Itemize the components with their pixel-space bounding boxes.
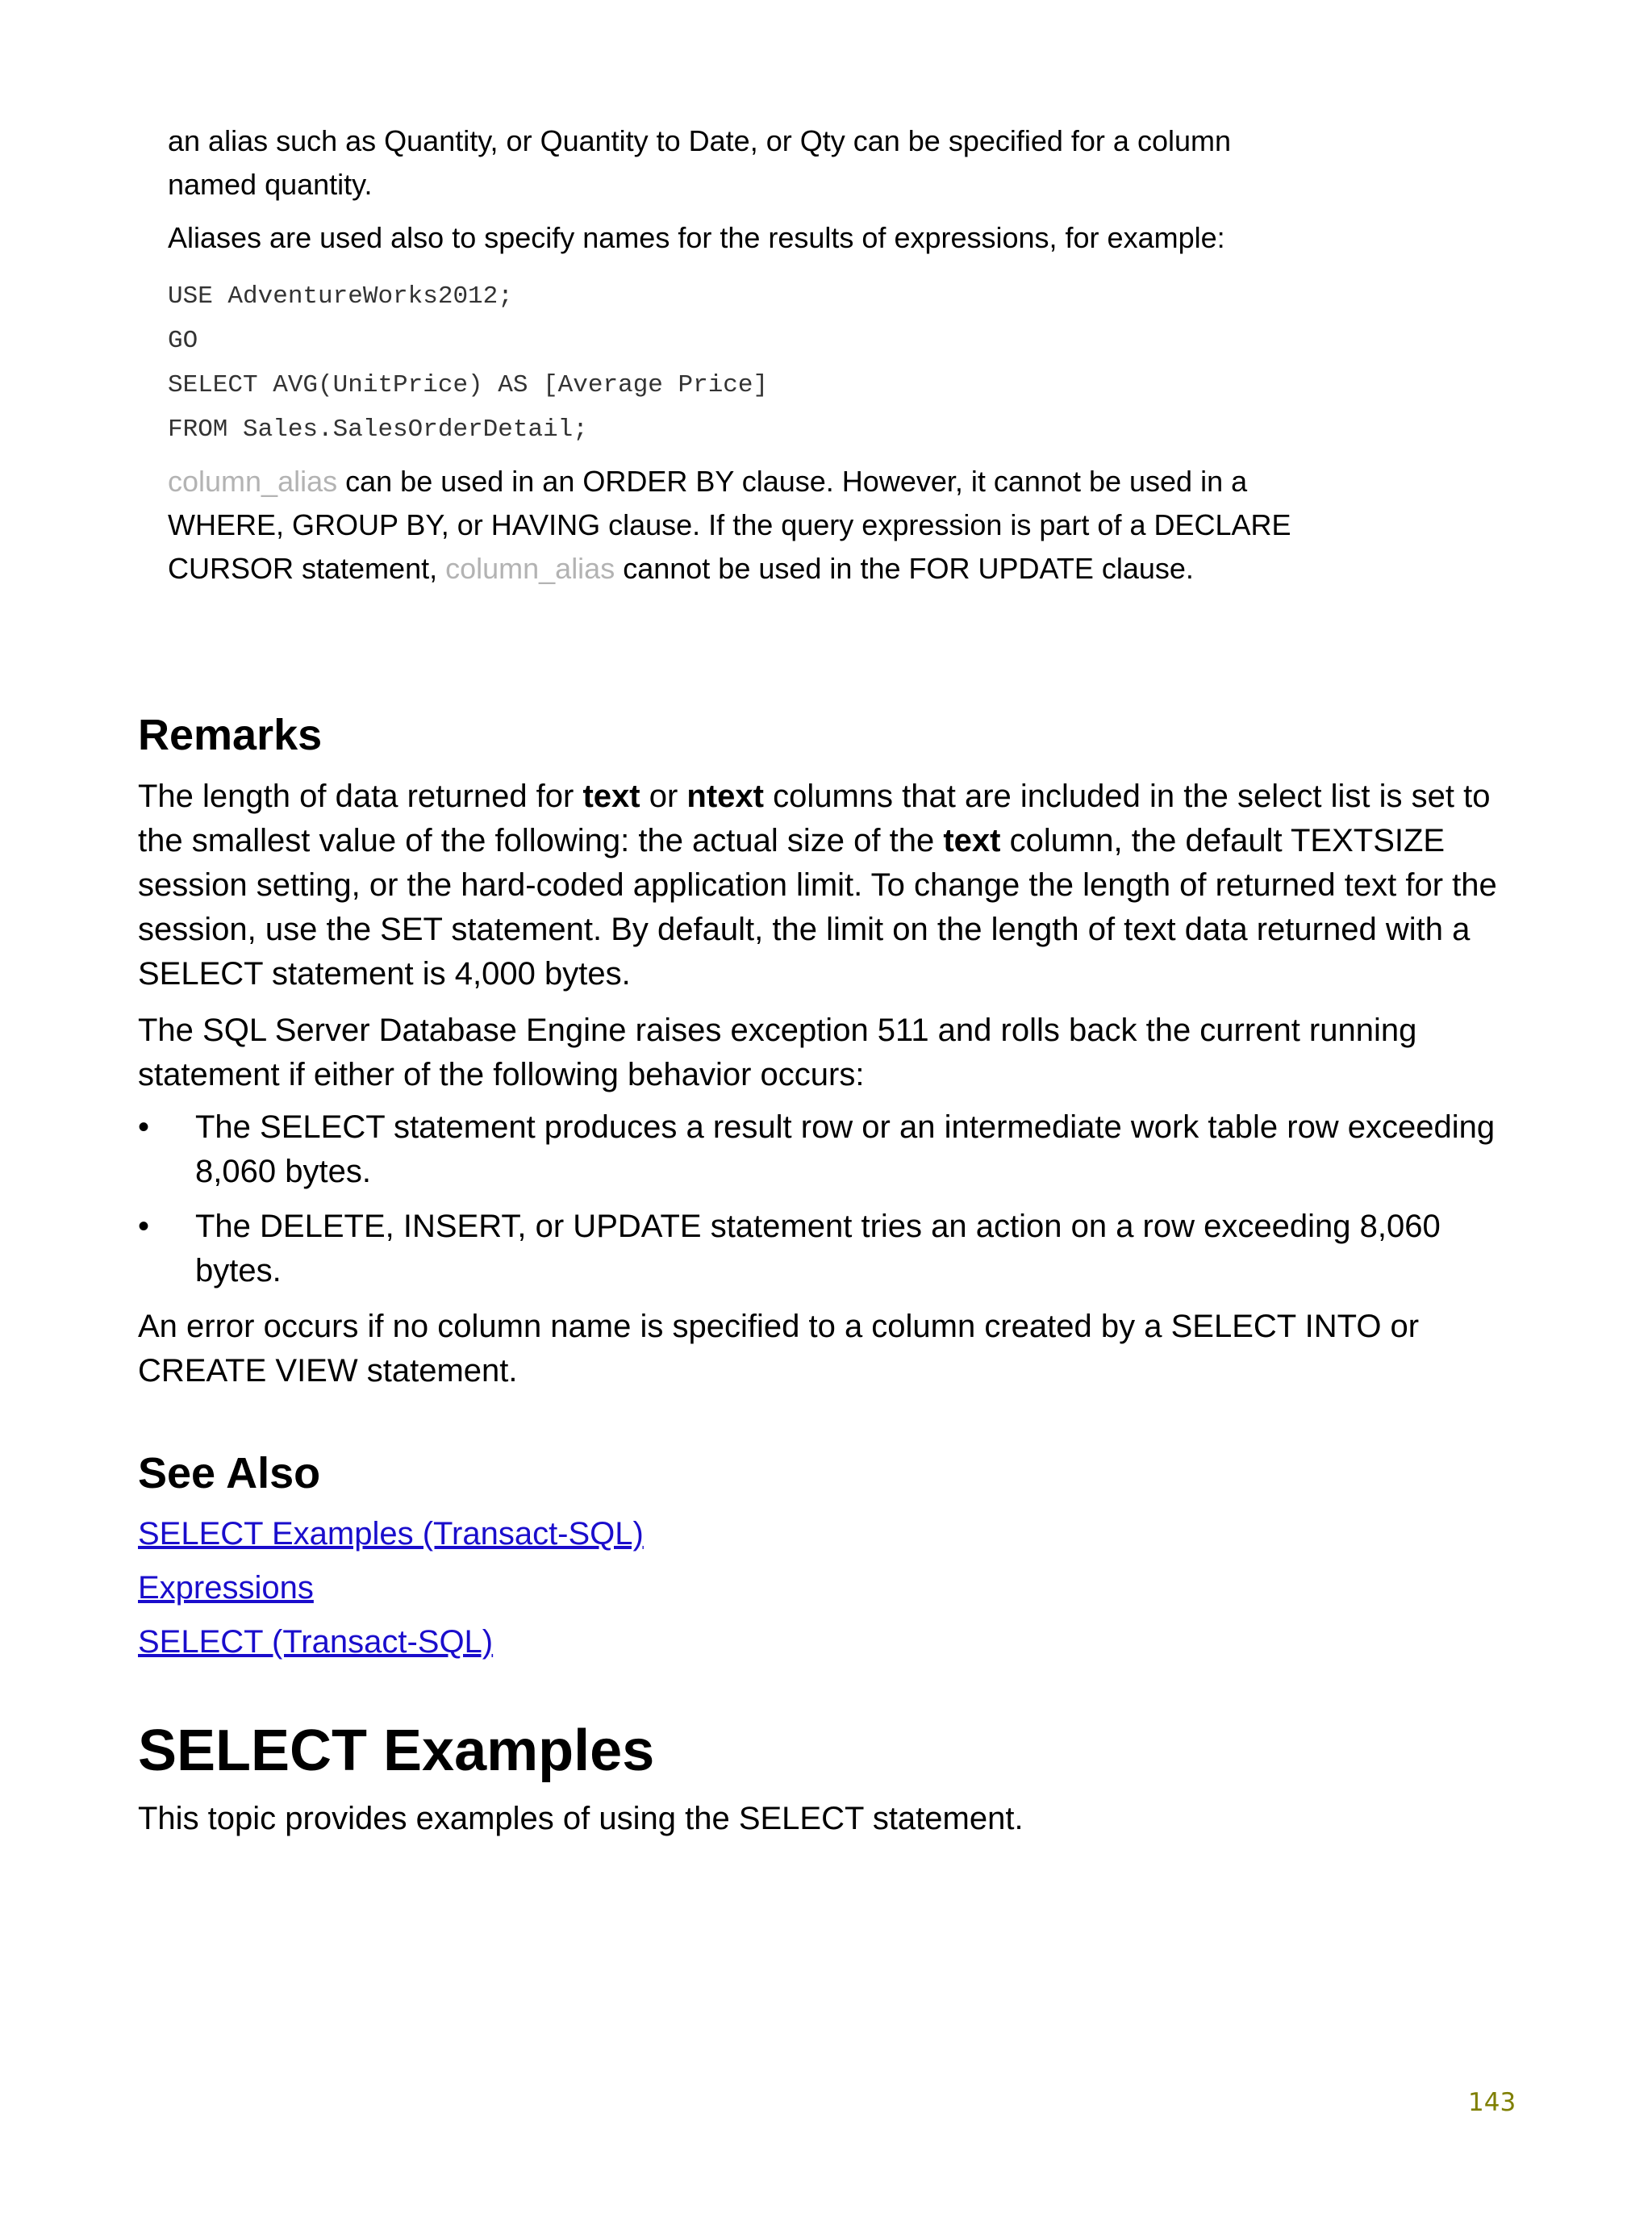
alias-paragraph-line-2: named quantity. (168, 168, 373, 201)
remarks-paragraph-1 (138, 775, 1525, 996)
remarks-p1-line-4: session, use the SET statement. By default, the limit on the length of text data returned with a (138, 912, 1471, 947)
link-select-transact-sql[interactable]: SELECT (Transact-SQL) (138, 1624, 494, 1660)
remarks-paragraph-3 (138, 1305, 1525, 1393)
remarks-p1-line-3: session setting, or the hard-coded application limit. To change the length of returned text for the (138, 867, 1497, 903)
select-examples-intro (138, 1797, 1525, 1841)
remarks-p3-line-1: An error occurs if no column name is specified to a column created by a SELECT INTO or (138, 1309, 1420, 1344)
bullet-item-2 (138, 1205, 1525, 1293)
remarks-ntext-keyword: ntext (686, 779, 764, 814)
remarks-p3-line-2: CREATE VIEW statement. (138, 1353, 518, 1389)
remarks-text-keyword-2: text (943, 823, 1001, 858)
bullet-2-line-2: bytes. (195, 1253, 282, 1288)
code-line-4: FROM Sales.SalesOrderDetail; (168, 416, 588, 444)
select-examples-section (138, 1714, 1525, 1787)
remarks-p1-line-1 (138, 775, 1525, 819)
column-alias-paragraph (168, 460, 1491, 591)
code-sample (168, 274, 1491, 452)
remarks-p1-d: the smallest value of the following: the actual size of the (138, 823, 944, 858)
see-also-heading: See Also (138, 1449, 321, 1497)
remarks-p1-a: The length of data returned for (138, 779, 583, 814)
link-select-examples[interactable]: SELECT Examples (Transact-SQL) (138, 1516, 644, 1552)
remarks-p2-line-2: statement if either of the following behavior occurs: (138, 1057, 865, 1092)
column-alias-term-2: column_alias (445, 552, 615, 585)
link-expressions[interactable]: Expressions (138, 1570, 314, 1606)
see-also-links (138, 1512, 1525, 1664)
remarks-section (138, 708, 1525, 762)
column-alias-line-3-a: CURSOR statement, (168, 552, 446, 585)
code-line-2: GO (168, 327, 198, 355)
alias-paragraph (168, 119, 1491, 207)
select-examples-intro-text: This topic provides examples of using the SELECT statement. (138, 1801, 1024, 1836)
column-alias-line-1-text: can be used in an ORDER BY clause. However, it cannot be used in a (337, 465, 1248, 498)
select-examples-heading: SELECT Examples (138, 1719, 655, 1783)
bullet-item-1 (138, 1105, 1525, 1194)
bullet-marker: • (138, 1109, 150, 1145)
see-also-section (138, 1447, 1525, 1500)
column-alias-term: column_alias (168, 465, 338, 498)
bullet-1-line-2: 8,060 bytes. (195, 1154, 371, 1189)
column-alias-line-2: WHERE, GROUP BY, or HAVING clause. If the query expression is part of a DECLARE (168, 508, 1291, 541)
aliases-expressions-text: Aliases are used also to specify names for the results of expressions, for example: (168, 221, 1225, 254)
code-line-1: USE AdventureWorks2012; (168, 282, 513, 311)
bullet-marker: • (138, 1209, 150, 1244)
remarks-text-keyword: text (582, 779, 640, 814)
column-alias-line-1 (168, 460, 1491, 503)
remarks-p1-line-2 (138, 819, 1525, 863)
remarks-heading: Remarks (138, 711, 323, 759)
remarks-p1-line-5: SELECT statement is 4,000 bytes. (138, 956, 631, 992)
aliases-expressions-paragraph (168, 216, 1491, 260)
column-alias-line-3-b: cannot be used in the FOR UPDATE clause. (615, 552, 1194, 585)
remarks-bullet-list (138, 1105, 1525, 1194)
remarks-p1-b: or (640, 779, 687, 814)
column-alias-line-3 (168, 547, 1491, 591)
remarks-p1-e: column, the default TEXTSIZE (1000, 823, 1446, 858)
alias-paragraph-line-1: an alias such as Quantity, or Quantity to Date, or Qty can be specified for a column (168, 124, 1231, 157)
remarks-bullet-list-2 (138, 1205, 1525, 1293)
remarks-paragraph-2 (138, 1009, 1525, 1097)
remarks-p1-c: columns that are included in the select list is set to (763, 779, 1491, 814)
code-line-3: SELECT AVG(UnitPrice) AS [Average Price] (168, 371, 769, 399)
remarks-p2-line-1: The SQL Server Database Engine raises exception 511 and rolls back the current running (138, 1013, 1417, 1048)
bullet-2-line-1: The DELETE, INSERT, or UPDATE statement tries an action on a row exceeding 8,060 (195, 1209, 1441, 1244)
bullet-1-line-1: The SELECT statement produces a result row or an intermediate work table row exceeding (195, 1109, 1496, 1145)
page-number: 143 (1468, 2088, 1516, 2117)
